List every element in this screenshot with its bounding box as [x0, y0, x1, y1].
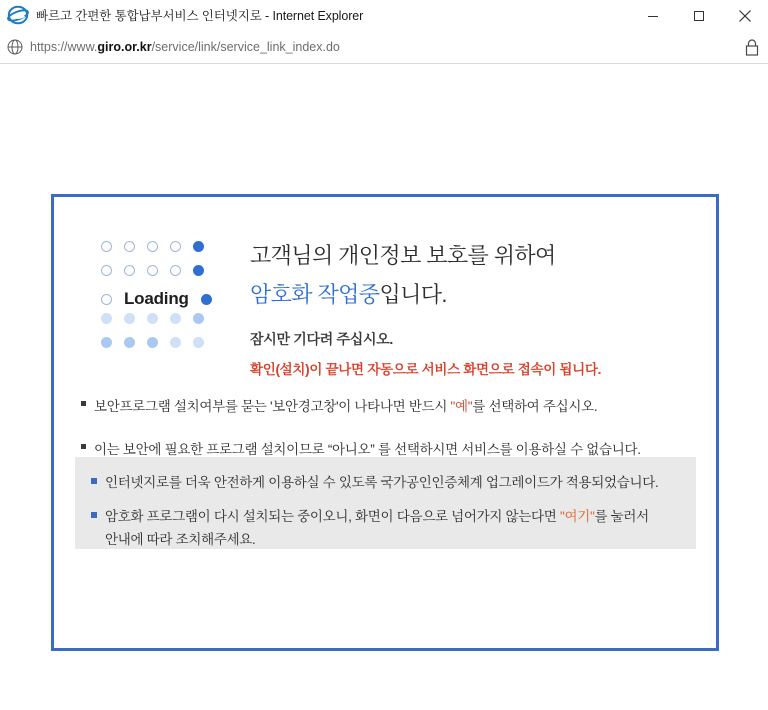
- loading-dot: [147, 337, 158, 348]
- loading-dot: [193, 337, 204, 348]
- bullet-square-blue-icon: [91, 478, 97, 484]
- loading-dot: [170, 313, 181, 324]
- note-item-1: [81, 395, 696, 415]
- loading-label: Loading: [124, 289, 189, 308]
- loading-dot: [101, 294, 112, 305]
- loading-dot: [101, 265, 112, 276]
- url-path: /service/link/service_link_index.do: [151, 40, 340, 54]
- bullet-square-blue-icon: [91, 512, 97, 518]
- info-item-2: [91, 506, 678, 551]
- window-title: 빠르고 간편한 통합납부서비스 인터넷지로 - Internet Explorer: [36, 9, 364, 23]
- info-item-2-post: 를 눌러서: [594, 509, 649, 525]
- headline-line-1: 고객님의 개인정보 보호를 위하여: [250, 243, 556, 268]
- info-item-1: [91, 472, 678, 494]
- info-item-2-text: [105, 506, 678, 551]
- encryption-panel: [51, 194, 719, 651]
- globe-icon: [0, 31, 30, 64]
- internet-explorer-icon: [4, 1, 32, 29]
- note-1-highlight: "예": [450, 399, 473, 414]
- loading-dot: [101, 313, 112, 324]
- loading-dot: [193, 313, 204, 324]
- loading-dot-row-2: [101, 265, 204, 276]
- info-item-2-line2: 안내에 따라 조치해주세요.: [105, 531, 256, 547]
- loading-dot: [193, 241, 204, 252]
- loading-dot: [101, 337, 112, 348]
- loading-dot: [201, 294, 212, 305]
- loading-dot: [124, 313, 135, 324]
- page-content: [0, 64, 768, 709]
- minimize-button[interactable]: [630, 0, 676, 31]
- window-titlebar: [0, 0, 768, 31]
- note-2-text: 이는 보안에 필요한 프로그램 설치이므로 “아니오” 를 선택하시면 서비스를 이용하실 수 없습니다.: [94, 442, 641, 457]
- headline-line-2: [250, 278, 680, 309]
- subtitle-wait: 잠시만 기다려 주십시오.: [250, 331, 394, 347]
- loading-dot: [124, 337, 135, 348]
- loading-dot: [147, 265, 158, 276]
- info-item-2-pre: 암호화 프로그램이 다시 설치되는 중이오니, 화면이 다음으로 넘어가지 않는다면: [105, 509, 560, 525]
- note-1-post: 를 선택하여 주십시오.: [472, 399, 598, 414]
- loading-dot-row-5: [101, 337, 204, 348]
- maximize-button[interactable]: [676, 0, 722, 31]
- loading-dot: [124, 241, 135, 252]
- loading-dot: [170, 265, 181, 276]
- url-host: giro.or.kr: [97, 40, 152, 54]
- loading-dot: [170, 241, 181, 252]
- loading-dot: [193, 265, 204, 276]
- headline-rest: 입니다.: [379, 282, 447, 307]
- url-input[interactable]: [30, 40, 340, 54]
- bullet-square-icon: [81, 401, 86, 406]
- headline-accent: 암호화 작업중: [250, 282, 380, 307]
- address-bar[interactable]: [0, 31, 768, 64]
- window-controls: [630, 0, 768, 31]
- lock-icon: [744, 38, 762, 58]
- loading-dot: [147, 241, 158, 252]
- loading-dot: [101, 241, 112, 252]
- close-button[interactable]: [722, 0, 768, 31]
- info-box: [75, 457, 696, 549]
- bullet-square-icon: [81, 444, 86, 449]
- note-1-pre: 보안프로그램 설치여부를 묻는 '보안경고창'이 나타나면 반드시: [94, 399, 451, 414]
- loading-dot-row-4: [101, 313, 204, 324]
- note-1-text: [94, 395, 597, 415]
- loading-dot-row-3: [101, 289, 212, 309]
- note-item-2: [81, 438, 696, 458]
- notice-auto-connect: 확인(설치)이 끝나면 자동으로 서비스 화면으로 접속이 됩니다.: [250, 362, 602, 377]
- loading-dot: [124, 265, 135, 276]
- here-link[interactable]: "여기": [559, 509, 595, 525]
- loading-dot: [147, 313, 158, 324]
- loading-dot-row-1: [101, 241, 204, 252]
- headline-block: [250, 239, 680, 378]
- url-scheme: https://www.: [30, 40, 98, 54]
- info-item-1-text: 인터넷지로를 더욱 안전하게 이용하실 수 있도록 국가공인인증체계 업그레이드가 적용되었습니다.: [105, 475, 659, 490]
- loading-dot: [170, 337, 181, 348]
